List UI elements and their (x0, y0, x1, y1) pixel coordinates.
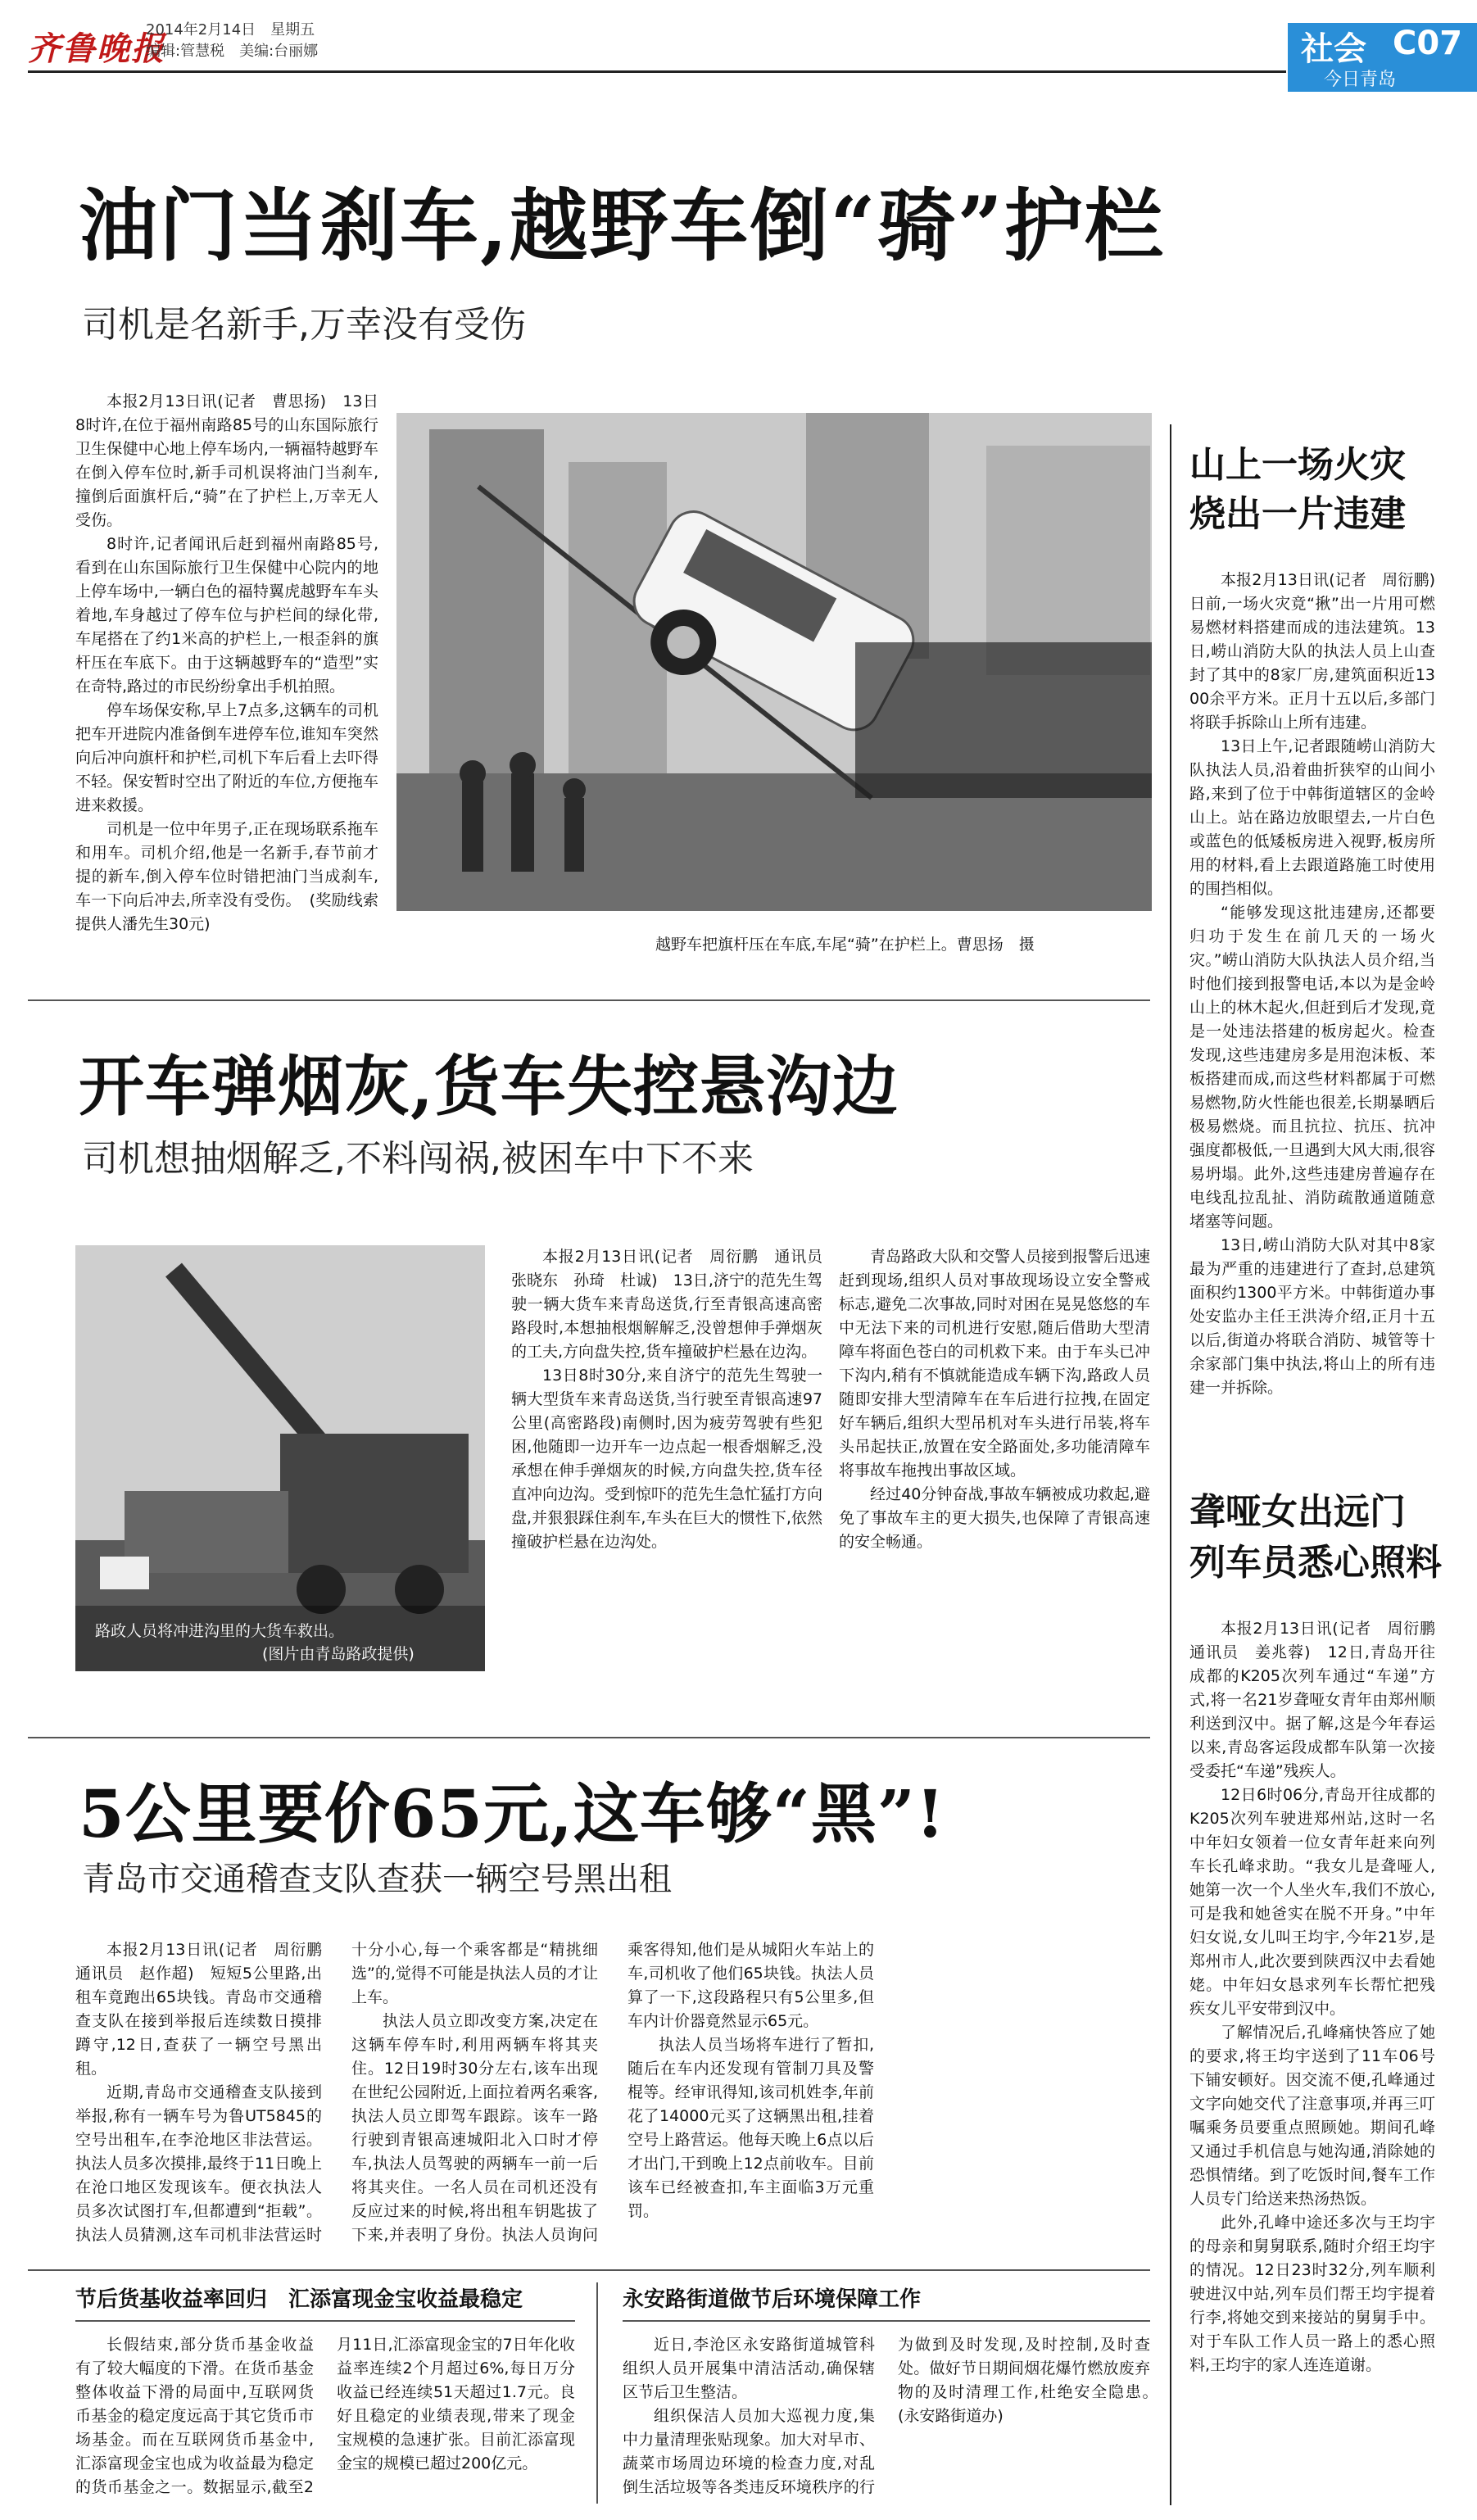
article3-headline: 5公里要价65元,这车够“黑”! (79, 1775, 945, 1852)
briefs-separator (596, 2282, 598, 2504)
article1-paragraph: 本报2月13日讯(记者 曹思扬) 13日8时许,在位于福州南路85号的山东国际旅行卫生保健中心地上停车场内,一辆福特越野车在倒入停车位时,新手司机误将油门当刹车,撞倒后面旗杆后,“骑”在了护栏上,万幸无人受伤。 (75, 392, 378, 529)
article1-deck: 司机是名新手,万幸没有受伤 (82, 304, 526, 346)
sidebar1-headline-line1: 山上一场火灾 (1189, 444, 1406, 486)
article1-paragraph: 停车场保安称,早上7点多,这辆车的司机把车开进院内准备倒车进停车位,谁知车突然向后冲向旗杆和护栏,司机下车后看上去吓得不轻。保安暂时空出了附近的车位,方便拖车进来救援。 (75, 701, 378, 814)
brief2-body (623, 2333, 1167, 2505)
article1-paragraph: 司机是一位中年男子,正在现场联系拖车和用车。司机介绍,他是一名新手,春节前才提的新车,倒入停车位时错把油门当成刹车,车一下向后冲去,所幸没有受伤。 (奖励线索提供人潘先生30元) (75, 820, 378, 933)
sidebar2-body (1189, 1617, 1452, 2377)
sidebar2-paragraph: 了解情况后,孔峰痛快答应了她的要求,将王均宇送到了11车06号下铺安顿好。因交流不便,孔峰通过文字向她交代了注意事项,并再三叮嘱乘务员要重点照顾她。期间孔峰又通过手机信息与她沟通,消除她的恐惧情绪。到了吃饭时间,餐车工作人员专门给送来热汤热饭。 (1189, 2024, 1435, 2208)
sidebar2-headline-line1: 聋哑女出远门 (1189, 1491, 1406, 1533)
article3-divider (28, 2269, 1150, 2271)
article3-deck: 青岛市交通稽查支队查获一辆空号黑出租 (82, 1861, 672, 1898)
article2-paragraph: 本报2月13日讯(记者 周衍鹏 通讯员 张晓东 孙琦 杜诚) 13日,济宁的范先生驾驶一辆大货车来青岛送货,行至青银高速高密路段时,本想抽根烟解解乏,没曾想伸手弹烟灰的工夫,方向盘失控,货车撞破护栏悬在边沟。 (511, 1248, 839, 1361)
editor-credits: 编辑:管慧税 美编:台丽娜 (146, 43, 319, 60)
sidebar2-headline-line2: 列车员悉心照料 (1189, 1542, 1442, 1584)
sidebar1-body (1189, 569, 1452, 1400)
article3-paragraph: 本报2月13日讯(记者 周衍鹏 通讯员 赵作超) 短短5公里路,出租车竟跑出65块钱。青岛市交通稽查支队在接到举报后连续数日摸排蹲守,12日,查获了一辆空号黑出租。 (75, 1941, 338, 2078)
brief2-paragraph: 近日,李沧区永安路街道城管科组织人员开展集中清洁活动,确保辖区节后卫生整洁。 (623, 2336, 875, 2401)
article1-paragraph: 8时许,记者闻讯后赶到福州南路85号,看到在山东国际旅行卫生保健中心院内的地上停车场中,一辆白色的福特翼虎越野车车头着地,车身越过了停车位与护栏间的绿化带,车尾搭在了约1米高的护栏上,一根歪斜的旗杆压在车底下。由于这辆越野车的“造型”实在奇特,路过的市民纷纷拿出手机拍照。 (75, 535, 378, 696)
article2-divider (28, 1737, 1150, 1738)
article2-paragraph: 13日8时30分,来自济宁的范先生驾驶一辆大型货车来青岛送货,当行驶至青银高速97公里(高密路段)南侧时,因为疲劳驾驶有些犯困,他随即一边开车一边点起一根香烟解乏,没承想在伸手弹烟灰的时候,方向盘失控,货车径直冲向边沟。受到惊吓的范先生急忙猛打方向盘,并狠狠踩住刹车,车头在巨大的惯性下,依然撞破护栏悬在边沟处。 (511, 1367, 823, 1551)
article2-caption-line1: 路政人员将冲进沟里的大货车救出。 (95, 1622, 345, 1640)
article1-photo (396, 413, 1152, 911)
article2-body-col2 (839, 1245, 1150, 1554)
sidebar1-paragraph: 13日,崂山消防大队对其中8家最为严重的违建进行了查封,总建筑面积约1300平方米。中韩街道办事处安监办主任王洪涛介绍,正月十五以后,街道办将联合消防、城管等十余家部门集中执法,将山上的所有违建一并拆除。 (1189, 1236, 1435, 1397)
article3-paragraph: 执法人员当场将车进行了暂扣,随后在车内还发现有管制刀具及警棍等。经审讯得知,该司机姓李,年前花了14000元买了这辆黑出租,挂着空号上路营运。他每天晚上6点以后才出门,干到晚上12点前收车。目前该车已经被查扣,车主面临3万元重罚。 (627, 2036, 874, 2220)
brief1-body (75, 2333, 575, 2505)
sidebar1-paragraph: 13日上午,记者跟随崂山消防大队执法人员,沿着曲折狭窄的山间小路,来到了位于中韩街道辖区的金岭山上。站在路边放眼望去,一片白色或蓝色的低矮板房进入视野,板房所用的材料,看上去跟道路施工时使用的围挡相似。 (1189, 737, 1435, 898)
brief2-rule (623, 2320, 1150, 2322)
newspaper-logo: 齐鲁晚报 (28, 29, 165, 68)
sidebar-separator (1170, 424, 1171, 2505)
sidebar1-paragraph: “能够发现这批违建房,还都要归功于发生在前几天的一场火灾。”崂山消防大队执法人员介绍,当时他们接到报警电话,本以为是金岭山上的林木起火,但赶到后才发现,竟是一处违法搭建的板房起火。检查发现,这些违建房多是用泡沫板、苯板搭建而成,而这些材料都属于可燃易燃物,防火性能也很差,长期暴晒后极易燃烧。而且抗拉、抗压、抗冲强度都极低,一旦遇到大风大雨,很容易坍塌。此外,这些违建房普遍存在电线乱拉乱扯、消防疏散通道随意堵塞等问题。 (1189, 904, 1435, 1231)
article1-caption: 越野车把旗杆压在车底,车尾“骑”在护栏上。曹思扬 摄 (655, 936, 1035, 954)
article2-deck: 司机想抽烟解乏,不料闯祸,被困车中下不来 (82, 1138, 754, 1180)
article2-body-col1 (511, 1245, 839, 1554)
article1-body (75, 390, 378, 936)
section-subtitle: 今日青岛 (1324, 70, 1397, 90)
article2-photo (75, 1245, 485, 1671)
masthead-rule (28, 70, 1286, 73)
article3-paragraph: 近期,青岛市交通稽查支队接到举报,称有一辆车号为鲁UT5845的空号出租车,在李沧地区非法营运。执法人员多次摸排,最终于11日晚上在沧口地区发现该车。便衣执法人员多次试图打车,但都遭到“拒载”。执法人员猜测,这车司机非法营运时十分小心,每一个乘客都是“精挑细选”的,觉得不可能是执法人员的才让上车。 (75, 1941, 598, 2244)
page-number: C07 (1393, 25, 1463, 62)
brief2-paragraph: 组织保洁人员加大巡视力度,集中力量清理张贴现象。加大对早市、蔬菜市场周边环境的检查力度,对乱倒生活垃圾等各类违反环境秩序的行为做到及时发现,及时控制,及时查处。做好节日期间烟花爆竹燃放废弃物的及时清理工作,杜绝安全隐患。 (永安路街道办) (623, 2336, 1167, 2496)
sidebar1-headline-line2: 烧出一片违建 (1189, 493, 1406, 535)
article2-paragraph: 青岛路政大队和交警人员接到报警后迅速赶到现场,组织人员对事故现场设立安全警戒标志,避免二次事故,同时对困在晃晃悠悠的车中无法下来的司机进行安慰,随后借助大型清障车将面色苍白的司机救下来。由于车头已冲下沟内,稍有不慎就能造成车辆下沟,路政人员随即安排大型清障车在车后进行拉拽,在固定好车辆后,组织大型吊机对车头进行吊装,将车头吊起扶正,放置在安全路面处,多功能清障车将事故车拖拽出事故区域。 (839, 1248, 1151, 1480)
article3-paragraph: 执法人员立即改变方案,决定在这辆车停车时,利用两辆车将其夹住。12日19时30分左右,该车出现在世纪公园附近,上面拉着两名乘客,执法人员立即驾车跟踪。该车一路行驶到青银高速城阳北入口时才停车,执法人员驾驶的两辆车一前一后将其夹住。一名人员在司机还没有反应过来的时候,将出租车钥匙拔了下来,并表明了身份。执法人员询问乘客得知,他们是从城阳火车站上的车,司机收了他们65块钱。执法人员算了一下,这段路程只有5公里多,但车内计价器竟然显示65元。 (351, 1941, 874, 2244)
issue-date: 2014年2月14日 星期五 (146, 21, 315, 39)
sidebar1-paragraph: 本报2月13日讯(记者 周衍鹏) 日前,一场火灾竟“揪”出一片用可燃易燃材料搭建而成的违法建筑。13日,崂山消防大队的执法人员上山查封了其中的8家厂房,建筑面积近1300余平方米。正月十五以后,多部门将联手拆除山上所有违建。 (1189, 571, 1452, 732)
article3-body (75, 1938, 1150, 2258)
article1-divider (28, 999, 1150, 1001)
brief1-paragraph: 长假结束,部分货币基金收益有了较大幅度的下滑。在货币基金整体收益下滑的局面中,互联网货币基金的稳定度远高于其它货币市场基金。而在互联网货币基金中,汇添富现金宝也成为收益最为稳定的货币基金之一。数据显示,截至2月11日,汇添富现金宝的7日年化收益率连续2个月超过6%,每日万分收益已经连续51天超过1.7元。良好且稳定的业绩表现,带来了现金宝规模的急速扩张。目前汇添富现金宝的规模已超过200亿元。 (75, 2336, 575, 2496)
sidebar2-paragraph: 本报2月13日讯(记者 周衍鹏 通讯员 姜兆蓉) 12日,青岛开往成都的K205次列车通过“车递”方式,将一名21岁聋哑女青年由郑州顺利送到汉中。据了解,这是今年春运以来,青岛客运段成都车队第一次接受委托“车递”残疾人。 (1189, 1620, 1452, 1780)
brief1-headline: 节后货基收益率回归 汇添富现金宝收益最稳定 (75, 2287, 523, 2312)
article1-headline: 油门当刹车,越野车倒“骑”护栏 (79, 179, 1165, 272)
section-name: 社会 (1301, 30, 1366, 68)
article2-headline: 开车弹烟灰,货车失控悬沟边 (79, 1048, 899, 1125)
article2-caption-line2: (图片由青岛路政提供) (262, 1645, 415, 1663)
sidebar2-paragraph: 12日6时06分,青岛开往成都的K205次列车驶进郑州站,这时一名中年妇女领着一位女青年赶来向列车长孔峰求助。“我女儿是聋哑人,她第一次一个人坐火车,我们不放心,可是我和她爸实在脱不开身。”中年妇女说,女儿叫王均宇,今年21岁,是郑州市人,此次要到陕西汉中去看她姥。中年妇女恳求列车长帮忙把残疾女儿平安带到汉中。 (1189, 1786, 1435, 2018)
brief2-headline: 永安路街道做节后环境保障工作 (623, 2287, 922, 2312)
brief1-rule (75, 2320, 575, 2322)
sidebar2-paragraph: 此外,孔峰中途还多次与王均宇的母亲和舅舅联系,随时介绍王均宇的情况。12日23时32分,列车顺利驶进汉中站,列车员们帮王均宇提着行李,将她交到来接站的舅舅手中。对于车队工作人员一路上的悉心照料,王均宇的家人连连道谢。 (1189, 2214, 1435, 2374)
article2-paragraph: 经过40分钟奋战,事故车辆被成功救起,避免了事故车主的更大损失,也保障了青银高速的安全畅通。 (839, 1485, 1150, 1551)
